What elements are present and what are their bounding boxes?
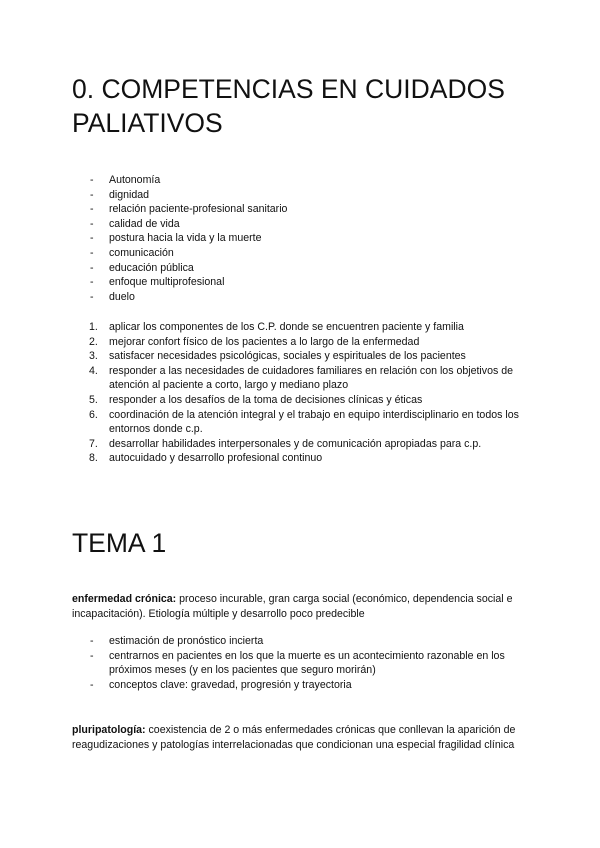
- dash-marker: -: [90, 217, 94, 230]
- objetivos-list: [89, 320, 525, 466]
- list-item: [90, 246, 287, 261]
- definition-term: pluripatología:: [72, 724, 146, 736]
- dash-marker: -: [90, 232, 94, 245]
- item-number: 7.: [89, 437, 98, 450]
- dash-marker: -: [90, 246, 94, 259]
- list-item: [90, 275, 287, 290]
- list-item: [90, 290, 287, 305]
- list-item-text: conceptos clave: gravedad, progresión y trayectoria: [109, 678, 352, 691]
- item-text: responder a las necesidades de cuidadores familiares en relación con los objetivos de atención al paciente a corto, largo y mediano plazo: [109, 364, 513, 392]
- item-number: 1.: [89, 321, 98, 333]
- numbered-item: [89, 393, 525, 408]
- dash-marker: -: [90, 174, 94, 186]
- dash-marker: -: [90, 649, 94, 662]
- list-item-text: duelo: [109, 290, 135, 303]
- dash-marker: -: [90, 290, 94, 303]
- numbered-item: [89, 320, 525, 335]
- dash-marker: -: [90, 635, 94, 647]
- item-number: 6.: [89, 408, 98, 421]
- list-item: [90, 231, 287, 246]
- dash-marker: -: [90, 678, 94, 691]
- list-item: [90, 678, 539, 693]
- list-item-text: relación paciente-profesional sanitario: [109, 203, 288, 216]
- item-number: 3.: [89, 350, 98, 363]
- list-item-text: centrarnos en pacientes en los que la muerte es un acontecimiento razonable en los próximos meses (y en los pacientes que seguro morirán): [109, 649, 505, 677]
- dash-marker: -: [90, 203, 94, 216]
- list-item-text: Autonomía: [109, 174, 161, 186]
- numbered-item: [89, 349, 525, 364]
- tema1-heading: TEMA 1: [72, 528, 167, 558]
- numbered-item: [89, 408, 525, 437]
- list-item: [90, 649, 539, 678]
- item-text: satisfacer necesidades psicológicas, sociales y espirituales de los pacientes: [109, 350, 466, 363]
- section-title: 0. COMPETENCIAS EN CUIDADOS PALIATIVOS: [72, 74, 505, 138]
- dash-marker: -: [90, 188, 94, 201]
- numbered-item: [89, 335, 525, 350]
- list-item-text: postura hacia la vida y la muerte: [109, 232, 262, 245]
- item-text: desarrollar habilidades interpersonales y de comunicación apropiadas para c.p.: [109, 437, 482, 450]
- tema1-list: [90, 634, 539, 692]
- item-number: 8.: [89, 452, 98, 465]
- list-item: [90, 188, 287, 203]
- definition-text: coexistencia de 2 o más enfermedades crónicas que conllevan la aparición de reagudizaciones y patologías interrelacionadas que condicionan una especial fragilidad clínica: [72, 724, 516, 751]
- list-item: [90, 173, 287, 188]
- item-number: 4.: [89, 364, 98, 377]
- definition-term: enfermedad crónica:: [72, 593, 177, 605]
- competencias-list: [90, 173, 288, 304]
- list-item-text: dignidad: [109, 188, 150, 201]
- numbered-item: [89, 364, 525, 393]
- list-item: [90, 261, 287, 276]
- list-item-text: estimación de pronóstico incierta: [109, 635, 264, 647]
- item-text: mejorar confort físico de los pacientes a lo largo de la enfermedad: [109, 335, 420, 348]
- definition-text: proceso incurable, gran carga social (económico, dependencia social e incapacitación). Etiología múltiple y desarrollo poco predecible: [72, 593, 513, 620]
- list-item: [90, 217, 287, 232]
- item-text: autocuidado y desarrollo profesional continuo: [109, 452, 323, 465]
- list-item: [90, 634, 539, 649]
- dash-marker: -: [90, 261, 94, 274]
- numbered-item: [89, 451, 525, 466]
- numbered-item: [89, 437, 525, 452]
- definition-enfermedad-cronica: [72, 592, 532, 621]
- list-item: [90, 202, 288, 217]
- item-text: responder a los desafíos de la toma de decisiones clínicas y éticas: [109, 393, 423, 406]
- item-number: 5.: [89, 393, 98, 406]
- dash-marker: -: [90, 276, 94, 289]
- list-item-text: calidad de vida: [109, 217, 180, 230]
- list-item-text: comunicación: [109, 246, 174, 259]
- item-text: aplicar los componentes de los C.P. donde se encuentren paciente y familia: [109, 321, 464, 333]
- item-number: 2.: [89, 335, 98, 348]
- list-item-text: educación pública: [109, 261, 194, 274]
- list-item-text: enfoque multiprofesional: [109, 276, 225, 289]
- definition-pluripatologia: [72, 723, 532, 752]
- item-text: coordinación de la atención integral y el trabajo en equipo interdisciplinario en todos los entornos donde c.p.: [109, 408, 519, 436]
